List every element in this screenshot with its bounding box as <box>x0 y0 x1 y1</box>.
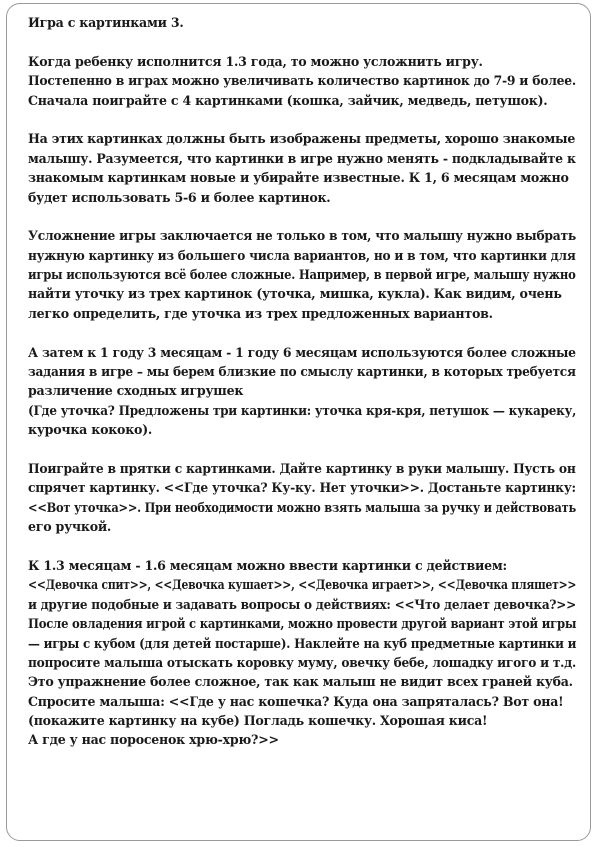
text-line: будет использовать 5-6 и более картинок. <box>28 189 331 205</box>
paragraph-6 <box>28 556 576 750</box>
text-line: <<Девочка спит>>, <<Девочка кушает>>, <<Девочка играет>>, <<Девочка пляшет>> <box>28 577 577 593</box>
text-line: (Где уточка? Предложены три картинки: уточка кря-кря, петушок — кукареку, <box>28 402 577 418</box>
text-line: Спросите малыша: <<Где у нас кошечка? Куда она запряталась? Вот она! <box>28 693 564 709</box>
paragraph-spacer <box>28 110 576 129</box>
text-line: Сначала поиграйте с 4 картинками (кошка, зайчик, медведь, петушок). <box>28 92 548 108</box>
text-line: курочка кококо). <box>28 422 153 438</box>
paragraph-spacer <box>28 537 576 556</box>
text-line: его ручкой. <box>28 519 112 535</box>
document-title: Игра с картинками 3. <box>28 15 184 30</box>
text-line: Постепенно в играх можно увеличивать количество картинок до 7-9 и более. <box>28 73 576 89</box>
text-line: Усложнение игры заключается не только в том, что малышу нужно выбрать <box>28 228 576 244</box>
text-line: (покажите картинку на кубе) Погладь кошечку. Хорошая киса! <box>28 713 488 729</box>
document-text <box>28 13 576 750</box>
text-line: А затем к 1 году 3 месяцам - 1 году 6 месяцам используются более сложные <box>28 344 576 360</box>
paragraph-1 <box>28 52 576 110</box>
text-line: На этих картинках должны быть изображены предметы, хорошо знакомые <box>28 131 576 147</box>
text-line: После овладения игрой с картинками, можно провести другой вариант этой игры <box>28 616 577 632</box>
text-line: задания в игре – мы берем близкие по смыслу картинки, в которых требуется <box>28 364 576 380</box>
text-line: знакомым картинкам новые и убирайте известные. К 1, 6 месяцам можно <box>28 170 569 186</box>
text-line: малышу. Разумеется, что картинки в игре нужно менять - подкладывайте к <box>28 150 576 166</box>
text-line: легко определить, где уточка из трех предложенных вариантов. <box>28 305 493 321</box>
paragraph-spacer <box>28 207 576 226</box>
text-line: К 1.3 месяцам - 1.6 месяцам можно ввести картинки с действием: <box>28 557 507 573</box>
text-line: попросите малыша отыскать коровку муму, овечку бебе, лошадку игого и т.д. <box>28 654 577 670</box>
text-line: — игры с кубом (для детей постарше). Наклейте на куб предметные картинки и <box>28 635 577 651</box>
text-line: Поиграйте в прятки с картинками. Дайте картинку в руки малышу. Пусть он <box>28 460 576 476</box>
text-line: А где у нас поросенок хрю-хрю?>> <box>28 732 279 748</box>
paragraph-5 <box>28 459 576 537</box>
text-line: найти уточку из трех картинок (уточка, мишка, кукла). Как видим, очень <box>28 286 562 302</box>
text-line: Это упражнение более сложное, так как малыш не видит всех граней куба. <box>28 674 573 690</box>
paragraph-4 <box>28 343 576 440</box>
text-line: игры используются всё более сложные. Например, в первой игре, малышу нужно <box>28 267 576 283</box>
text-line: и другие подобные и задавать вопросы о действиях: <<Что делает девочка?>> <box>28 596 576 612</box>
paragraph-spacer <box>28 440 576 459</box>
text-line: спрячет картинку. <<Где уточка? Ку-ку. Нет уточки>>. Достаньте картинку: <box>28 480 576 496</box>
text-line: <<Вот уточка>>. При необходимости можно взять малыша за ручку и действовать <box>28 499 576 515</box>
paragraph-2 <box>28 129 576 207</box>
paragraph-spacer <box>28 32 576 51</box>
text-line: различение сходных игрушек <box>28 383 244 399</box>
paragraph-spacer <box>28 323 576 342</box>
paragraph-3 <box>28 226 576 323</box>
text-line: нужную картинку из большего числа вариантов, но и в том, что картинки для <box>28 247 576 263</box>
text-line: Когда ребенку исполнится 1.3 года, то можно усложнить игру. <box>28 53 483 69</box>
